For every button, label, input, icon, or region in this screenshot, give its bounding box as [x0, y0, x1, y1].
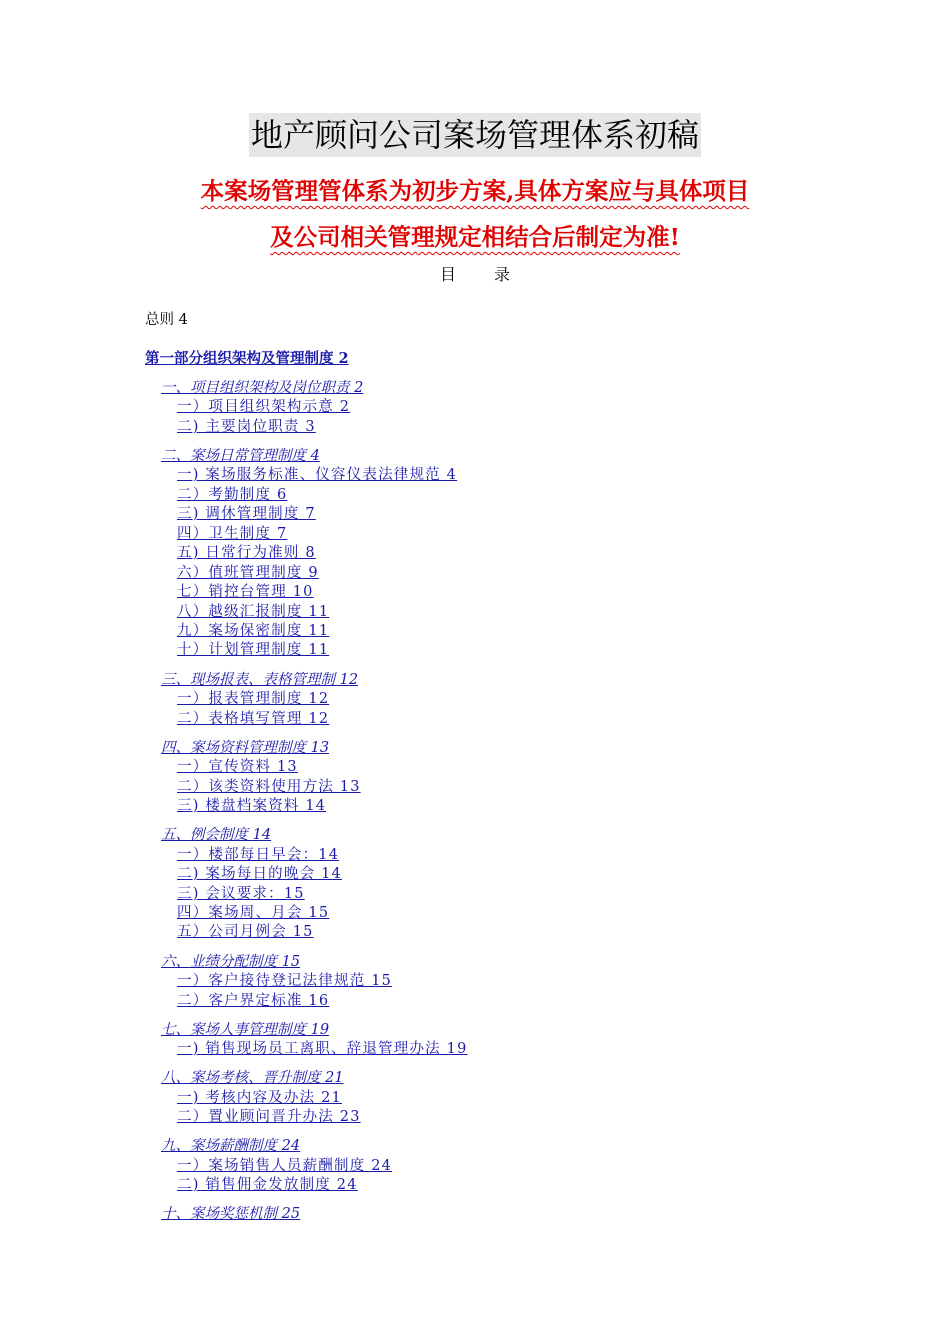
toc-link-s6-2[interactable]: 二）客户界定标准 16: [177, 993, 330, 1009]
toc-link-s5-3[interactable]: 三) 会议要求：15: [177, 886, 305, 902]
toc-link-s8[interactable]: 八、案场考核、晋升制度 21: [161, 1070, 344, 1086]
toc-link-s9-1[interactable]: 一）案场销售人员薪酬制度 24: [177, 1158, 393, 1174]
toc-link-s3-2[interactable]: 二）表格填写管理 12: [177, 711, 330, 727]
toc-link-s7[interactable]: 七、案场人事管理制度 19: [161, 1022, 330, 1038]
toc-link-s2-3[interactable]: 三) 调休管理制度 7: [177, 506, 316, 522]
toc-link-s8-2[interactable]: 二）置业顾问晋升办法 23: [177, 1109, 361, 1125]
toc-heading: 目录: [439, 265, 548, 284]
toc-link-s3-1[interactable]: 一）报表管理制度 12: [177, 691, 330, 707]
toc-link-s8-1[interactable]: 一) 考核内容及办法 21: [177, 1090, 342, 1106]
notice-line-1: 本案场管理管体系为初步方案,具体方案应与具体项目: [200, 177, 750, 205]
toc-link-s2-4[interactable]: 四）卫生制度 7: [177, 526, 288, 542]
toc-link-s6-1[interactable]: 一）客户接待登记法律规范 15: [177, 973, 393, 989]
toc-link-s2-2[interactable]: 二）考勤制度 6: [177, 487, 288, 503]
toc-link-s9-2[interactable]: 二) 销售佣金发放制度 24: [177, 1177, 358, 1193]
notice-line-2: 及公司相关管理规定相结合后制定为准!: [270, 223, 680, 251]
toc-link-s1[interactable]: 一、项目组织架构及岗位职责 2: [161, 380, 364, 396]
toc-link-s5-2[interactable]: 二) 案场每日的晚会 14: [177, 866, 342, 882]
toc-link-s2-5[interactable]: 五) 日常行为准则 8: [177, 545, 316, 561]
toc-link-s4-3[interactable]: 三) 楼盘档案资料 14: [177, 798, 327, 814]
toc-general: 总则 4: [145, 312, 188, 328]
toc-link-s2-6[interactable]: 六）值班管理制度 9: [177, 565, 319, 581]
toc-link-s10[interactable]: 十、案场奖惩机制 25: [161, 1206, 301, 1222]
toc-link-s3[interactable]: 三、现场报表、表格管理制 12: [161, 672, 359, 688]
toc-link-s4-2[interactable]: 二）该类资料使用方法 13: [177, 779, 361, 795]
toc-link-s5-4[interactable]: 四）案场周、月会 15: [177, 905, 330, 921]
toc-link-s2-10[interactable]: 十）计划管理制度 11: [177, 642, 330, 658]
toc-link-s5-1[interactable]: 一）楼部每日早会：14: [177, 847, 340, 863]
toc-link-s2-9[interactable]: 九）案场保密制度 11: [177, 623, 330, 639]
toc-link-s2-7[interactable]: 七）销控台管理 10: [177, 584, 314, 600]
toc-link-s7-1[interactable]: 一) 销售现场员工离职、辞退管理办法 19: [177, 1041, 468, 1057]
toc-link-s1-2[interactable]: 二) 主要岗位职责 3: [177, 419, 316, 435]
document-title-text: 地产顾问公司案场管理体系初稿: [249, 113, 701, 157]
toc-link-s5[interactable]: 五、例会制度 14: [161, 827, 272, 843]
toc-link-s6[interactable]: 六、业绩分配制度 15: [161, 954, 301, 970]
toc-link-s2-8[interactable]: 八）越级汇报制度 11: [177, 604, 330, 620]
toc-link-s9[interactable]: 九、案场薪酬制度 24: [161, 1138, 301, 1154]
toc-link-s4-1[interactable]: 一）宣传资料 13: [177, 759, 298, 775]
toc-link-s5-5[interactable]: 五）公司月例会 15: [177, 924, 314, 940]
toc-link-s1-1[interactable]: 一）项目组织架构示意 2: [177, 399, 351, 415]
toc-link-part1[interactable]: 第一部分组织架构及管理制度 2: [145, 350, 349, 367]
toc-link-s4[interactable]: 四、案场资料管理制度 13: [161, 740, 330, 756]
toc-link-s2-1[interactable]: 一) 案场服务标准、仪容仪表法律规范 4: [177, 467, 458, 483]
toc-link-s2[interactable]: 二、案场日常管理制度 4: [161, 448, 320, 464]
